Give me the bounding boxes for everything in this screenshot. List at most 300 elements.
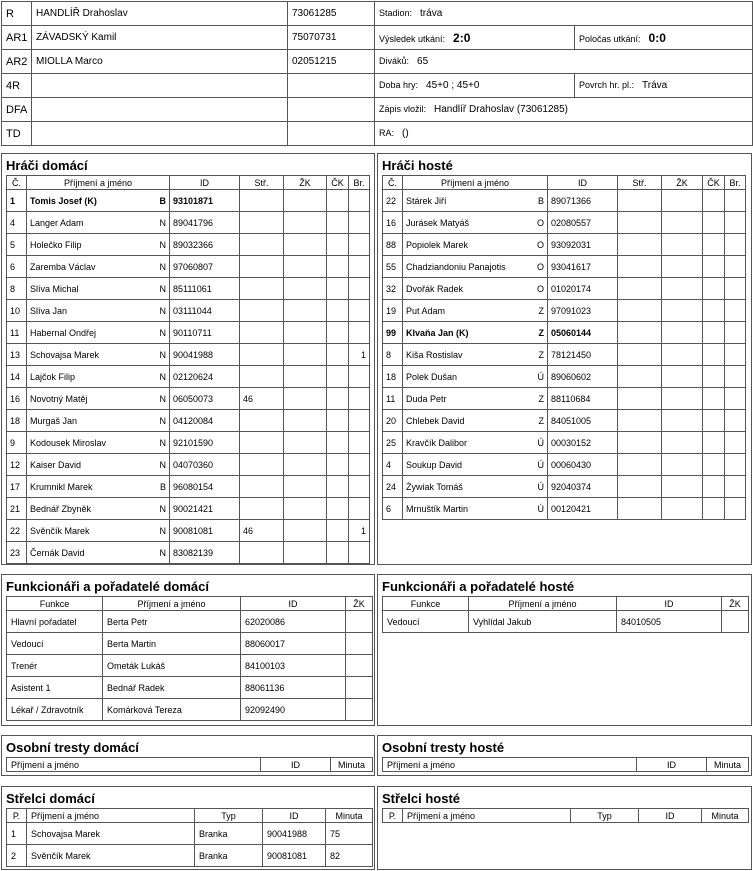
- player-name: [403, 300, 548, 322]
- player-yellow: [284, 212, 327, 234]
- col-id: ID: [263, 809, 326, 823]
- player-red: [703, 366, 725, 388]
- player-number: 13: [7, 344, 27, 366]
- section-title: Střelci hosté: [382, 791, 461, 806]
- player-name: [403, 278, 548, 300]
- player-name-text: Klvaňa Jan (K): [406, 327, 469, 338]
- player-goals: [240, 432, 284, 454]
- surface-value: Tráva: [642, 80, 668, 91]
- table-row: [383, 454, 746, 476]
- staff-yellow: [346, 633, 373, 655]
- staff-function: Asistent 1: [7, 677, 103, 699]
- player-number: 11: [383, 388, 403, 410]
- official-id: 73061285: [288, 2, 375, 26]
- spectators-label: Diváků:: [379, 56, 410, 66]
- player-red: [703, 212, 725, 234]
- player-number: 9: [7, 432, 27, 454]
- player-id: 97060807: [170, 256, 240, 278]
- section-title: Střelci domácí: [6, 791, 95, 806]
- player-br: [725, 300, 746, 322]
- player-number: 16: [7, 388, 27, 410]
- player-number: 6: [7, 256, 27, 278]
- player-br: [725, 454, 746, 476]
- player-number: 55: [383, 256, 403, 278]
- staff-yellow: [346, 655, 373, 677]
- player-position: N: [159, 217, 166, 228]
- player-yellow: [662, 432, 703, 454]
- official-id: [288, 98, 375, 122]
- player-position: N: [159, 459, 166, 470]
- player-position: Ú: [537, 503, 544, 514]
- table-row: [7, 366, 370, 388]
- home-scorers-section: [1, 786, 375, 870]
- player-red: [703, 278, 725, 300]
- player-yellow: [662, 454, 703, 476]
- home-scorers-table: [6, 808, 373, 867]
- scorer-type: Branka: [195, 845, 263, 867]
- player-goals: [618, 476, 662, 498]
- player-name: [27, 234, 170, 256]
- player-name: [403, 476, 548, 498]
- table-header-row: [383, 176, 746, 190]
- player-id: 84051005: [548, 410, 618, 432]
- player-id: 92040374: [548, 476, 618, 498]
- player-br: [725, 410, 746, 432]
- player-goals: [618, 190, 662, 212]
- player-position: N: [159, 239, 166, 250]
- player-number: 4: [7, 212, 27, 234]
- table-row: [383, 300, 746, 322]
- player-yellow: [284, 542, 327, 564]
- col-id: ID: [170, 176, 240, 190]
- home-staff-section: [1, 574, 375, 726]
- player-name: [27, 454, 170, 476]
- player-goals: [240, 256, 284, 278]
- player-yellow: [662, 366, 703, 388]
- player-name: [27, 344, 170, 366]
- player-number: 99: [383, 322, 403, 344]
- player-position: O: [536, 217, 544, 228]
- staff-name: Komárková Tereza: [103, 699, 241, 721]
- player-red: [703, 344, 725, 366]
- player-br: [349, 278, 370, 300]
- away-penalties-section: [377, 735, 752, 776]
- player-goals: 46: [240, 388, 284, 410]
- player-name-text: Stárek Jiří: [406, 195, 447, 206]
- table-row: [7, 454, 370, 476]
- official-role: AR2: [2, 50, 32, 74]
- table-row: [383, 212, 746, 234]
- col-function: Funkce: [7, 597, 103, 611]
- player-name-text: Habernal Ondřej: [30, 327, 97, 338]
- player-yellow: [662, 476, 703, 498]
- player-position: N: [159, 437, 166, 448]
- player-name-text: Svěnčík Marek: [30, 525, 90, 536]
- player-name-text: Zaremba Václav: [30, 261, 96, 272]
- player-name-text: Jurásek Matyáš: [406, 217, 470, 228]
- player-name: [27, 322, 170, 344]
- player-name-text: Chlebek David: [406, 415, 465, 426]
- table-row: [7, 278, 370, 300]
- player-red: [703, 190, 725, 212]
- surface-label: Povrch hr. pl.:: [579, 80, 635, 90]
- staff-name: Vyhlídal Jakub: [469, 611, 617, 633]
- player-number: 4: [383, 454, 403, 476]
- staff-name: Ometák Lukáš: [103, 655, 241, 677]
- staff-name: Berta Martin: [103, 633, 241, 655]
- table-header-row: [383, 758, 749, 772]
- player-position: N: [159, 547, 166, 558]
- col-p: P.: [7, 809, 27, 823]
- player-name-text: Mrnuštík Martin: [406, 503, 469, 514]
- home-players-table: [6, 175, 370, 564]
- player-goals: [618, 278, 662, 300]
- player-id: 93101871: [170, 190, 240, 212]
- player-id: 88110684: [548, 388, 618, 410]
- player-position: N: [159, 349, 166, 360]
- player-red: [327, 322, 349, 344]
- col-yellow: ŽK: [284, 176, 327, 190]
- player-name-text: Soukup David: [406, 459, 463, 470]
- player-number: 19: [383, 300, 403, 322]
- result-value: 2:0: [453, 30, 471, 45]
- player-number: 22: [383, 190, 403, 212]
- player-goals: [618, 212, 662, 234]
- player-name-text: Černák David: [30, 547, 85, 558]
- player-br: [349, 498, 370, 520]
- col-id: ID: [261, 758, 331, 772]
- player-goals: [618, 366, 662, 388]
- player-name-text: Kaiser David: [30, 459, 82, 470]
- player-name-text: Slíva Jan: [30, 305, 68, 316]
- col-yellow: ŽK: [722, 597, 749, 611]
- player-goals: [618, 300, 662, 322]
- player-br: [349, 190, 370, 212]
- player-name-text: Langer Adam: [30, 217, 84, 228]
- player-yellow: [662, 344, 703, 366]
- staff-id: 88060017: [241, 633, 346, 655]
- table-row: [7, 520, 370, 542]
- player-name-text: Dvořák Radek: [406, 283, 464, 294]
- player-goals: [240, 300, 284, 322]
- table-row: [7, 655, 373, 677]
- official-role: TD: [2, 122, 32, 146]
- col-number: Č.: [383, 176, 403, 190]
- player-yellow: [284, 256, 327, 278]
- col-minute: Minuta: [707, 758, 749, 772]
- player-id: 90021421: [170, 498, 240, 520]
- player-name: [403, 432, 548, 454]
- halftime-cell: [575, 26, 753, 50]
- table-row: [383, 366, 746, 388]
- table-row: [383, 278, 746, 300]
- table-row: [7, 388, 370, 410]
- official-name: [32, 98, 288, 122]
- table-header-row: [7, 597, 373, 611]
- player-goals: [240, 542, 284, 564]
- staff-name: Berta Petr: [103, 611, 241, 633]
- player-br: [349, 388, 370, 410]
- staff-function: Trenér: [7, 655, 103, 677]
- player-goals: [240, 234, 284, 256]
- scorer-id: 90081081: [263, 845, 326, 867]
- player-name-text: Krumnikl Marek: [30, 481, 93, 492]
- player-name: [27, 410, 170, 432]
- scorer-minute: 75: [326, 823, 373, 845]
- player-br: [349, 476, 370, 498]
- player-br: [725, 366, 746, 388]
- player-red: [703, 454, 725, 476]
- col-id: ID: [617, 597, 722, 611]
- col-id: ID: [639, 809, 702, 823]
- table-row: [7, 633, 373, 655]
- player-id: 78121450: [548, 344, 618, 366]
- player-name: [27, 520, 170, 542]
- away-players-section: [377, 153, 752, 565]
- player-id: 90110711: [170, 322, 240, 344]
- player-goals: [240, 454, 284, 476]
- player-yellow: [284, 432, 327, 454]
- table-row: [7, 699, 373, 721]
- table-row: [7, 344, 370, 366]
- player-id: 02120624: [170, 366, 240, 388]
- player-name-text: Slíva Michal: [30, 283, 79, 294]
- player-id: 89060602: [548, 366, 618, 388]
- player-yellow: [284, 278, 327, 300]
- ra-value: (): [402, 128, 409, 139]
- player-red: [327, 256, 349, 278]
- player-goals: [240, 212, 284, 234]
- player-br: [349, 542, 370, 564]
- player-goals: [618, 234, 662, 256]
- halftime-label: Poločas utkání:: [579, 33, 641, 44]
- player-name-text: Popiolek Marek: [406, 239, 469, 250]
- player-name: [27, 212, 170, 234]
- player-id: 97091023: [548, 300, 618, 322]
- player-name: [403, 212, 548, 234]
- official-role: 4R: [2, 74, 32, 98]
- stadium-cell: [375, 2, 753, 26]
- player-red: [703, 498, 725, 520]
- player-yellow: [662, 212, 703, 234]
- player-number: 6: [383, 498, 403, 520]
- player-br: [725, 344, 746, 366]
- col-minute: Minuta: [326, 809, 373, 823]
- col-br: Br.: [725, 176, 746, 190]
- duration-cell: [375, 74, 575, 98]
- player-yellow: [662, 234, 703, 256]
- player-br: [725, 212, 746, 234]
- player-goals: [618, 454, 662, 476]
- col-name: Příjmení a jméno: [27, 176, 170, 190]
- player-br: 1: [349, 520, 370, 542]
- player-goals: [618, 322, 662, 344]
- player-red: [327, 366, 349, 388]
- player-number: 8: [383, 344, 403, 366]
- player-goals: [240, 410, 284, 432]
- table-row: [7, 476, 370, 498]
- official-row: [2, 50, 753, 74]
- player-red: [703, 410, 725, 432]
- player-position: N: [159, 305, 166, 316]
- player-red: [327, 300, 349, 322]
- player-red: [327, 190, 349, 212]
- player-br: [725, 234, 746, 256]
- player-name: [403, 344, 548, 366]
- player-br: [349, 366, 370, 388]
- player-id: 85111061: [170, 278, 240, 300]
- scorer-name: Svěnčík Marek: [27, 845, 195, 867]
- player-name: [403, 190, 548, 212]
- player-name-text: Tomis Josef (K): [30, 195, 97, 206]
- player-id: 01020174: [548, 278, 618, 300]
- player-yellow: [284, 300, 327, 322]
- section-title: Osobní tresty hosté: [382, 740, 505, 755]
- scorer-minute: 82: [326, 845, 373, 867]
- player-yellow: [284, 322, 327, 344]
- player-br: [725, 388, 746, 410]
- player-number: 16: [383, 212, 403, 234]
- player-br: [725, 278, 746, 300]
- scorer-name: Schovajsa Marek: [27, 823, 195, 845]
- table-row: [7, 410, 370, 432]
- official-row: [2, 26, 753, 50]
- player-name: [27, 388, 170, 410]
- player-br: [725, 498, 746, 520]
- player-id: 03111044: [170, 300, 240, 322]
- col-id: ID: [637, 758, 707, 772]
- player-position: B: [537, 195, 544, 206]
- player-name-text: Polek Dušan: [406, 371, 458, 382]
- player-yellow: [284, 388, 327, 410]
- player-yellow: [284, 476, 327, 498]
- player-red: [327, 454, 349, 476]
- table-row: [7, 677, 373, 699]
- player-id: 00060430: [548, 454, 618, 476]
- player-name-text: Schovajsa Marek: [30, 349, 100, 360]
- player-yellow: [284, 366, 327, 388]
- player-name-text: Chadziandoniu Panajotis: [406, 261, 506, 272]
- official-name: [32, 122, 288, 146]
- official-role: AR1: [2, 26, 32, 50]
- player-yellow: [284, 454, 327, 476]
- player-red: [703, 234, 725, 256]
- table-row: [383, 611, 749, 633]
- col-name: Příjmení a jméno: [103, 597, 241, 611]
- player-id: 90081081: [170, 520, 240, 542]
- staff-id: 92092490: [241, 699, 346, 721]
- table-row: [7, 322, 370, 344]
- table-row: [7, 300, 370, 322]
- player-red: [703, 256, 725, 278]
- scorer-id: 90041988: [263, 823, 326, 845]
- table-header-row: [383, 597, 749, 611]
- player-name-text: Bednář Zbyněk: [30, 503, 92, 514]
- player-red: [703, 388, 725, 410]
- player-yellow: [662, 278, 703, 300]
- player-yellow: [662, 388, 703, 410]
- player-br: [725, 190, 746, 212]
- player-position: N: [159, 283, 166, 294]
- col-minute: Minuta: [331, 758, 373, 772]
- home-penalties-table: [6, 757, 373, 772]
- table-row: [7, 498, 370, 520]
- table-row: [383, 410, 746, 432]
- player-name: [403, 410, 548, 432]
- player-number: 24: [383, 476, 403, 498]
- player-number: 20: [383, 410, 403, 432]
- player-yellow: [284, 410, 327, 432]
- player-goals: [618, 256, 662, 278]
- player-id: 89041796: [170, 212, 240, 234]
- player-id: 83082139: [170, 542, 240, 564]
- ra-label: RA:: [379, 128, 395, 138]
- player-position: N: [159, 261, 166, 272]
- player-name: [27, 256, 170, 278]
- player-yellow: [284, 344, 327, 366]
- official-id: [288, 122, 375, 146]
- player-name-text: Kravčík Dalibor: [406, 437, 468, 448]
- player-name-text: Murgaš Jan: [30, 415, 78, 426]
- table-row: [383, 388, 746, 410]
- player-red: [327, 498, 349, 520]
- player-yellow: [662, 256, 703, 278]
- col-type: Typ: [571, 809, 639, 823]
- home-staff-table: [6, 596, 373, 721]
- player-name: [27, 300, 170, 322]
- player-position: B: [159, 195, 166, 206]
- player-yellow: [284, 190, 327, 212]
- player-br: [349, 454, 370, 476]
- stadium-value: tráva: [420, 8, 443, 19]
- player-name: [403, 256, 548, 278]
- player-id: 93041617: [548, 256, 618, 278]
- duration-label: Doba hry:: [379, 80, 419, 90]
- official-row: [2, 122, 753, 146]
- player-id: 90041988: [170, 344, 240, 366]
- table-header-row: [7, 176, 370, 190]
- spectators-cell: [375, 50, 753, 74]
- player-id: 92101590: [170, 432, 240, 454]
- player-position: Ú: [537, 481, 544, 492]
- player-number: 22: [7, 520, 27, 542]
- player-br: [725, 432, 746, 454]
- player-red: [703, 476, 725, 498]
- staff-function: Vedoucí: [383, 611, 469, 633]
- staff-id: 84100103: [241, 655, 346, 677]
- scorer-order: 2: [7, 845, 27, 867]
- official-id: [288, 74, 375, 98]
- player-name-text: Put Adam: [406, 305, 446, 316]
- staff-id: 84010505: [617, 611, 722, 633]
- player-id: 89032366: [170, 234, 240, 256]
- player-id: 04070360: [170, 454, 240, 476]
- player-id: 96080154: [170, 476, 240, 498]
- table-header-row: [7, 758, 373, 772]
- col-br: Br.: [349, 176, 370, 190]
- table-row: [7, 212, 370, 234]
- player-id: 93092031: [548, 234, 618, 256]
- col-minute: Minuta: [702, 809, 749, 823]
- player-br: 1: [349, 344, 370, 366]
- player-number: 10: [7, 300, 27, 322]
- recorded-cell: [375, 98, 753, 122]
- player-goals: [240, 344, 284, 366]
- away-staff-table: [382, 596, 749, 633]
- player-red: [327, 234, 349, 256]
- table-row: [7, 611, 373, 633]
- player-position: O: [536, 283, 544, 294]
